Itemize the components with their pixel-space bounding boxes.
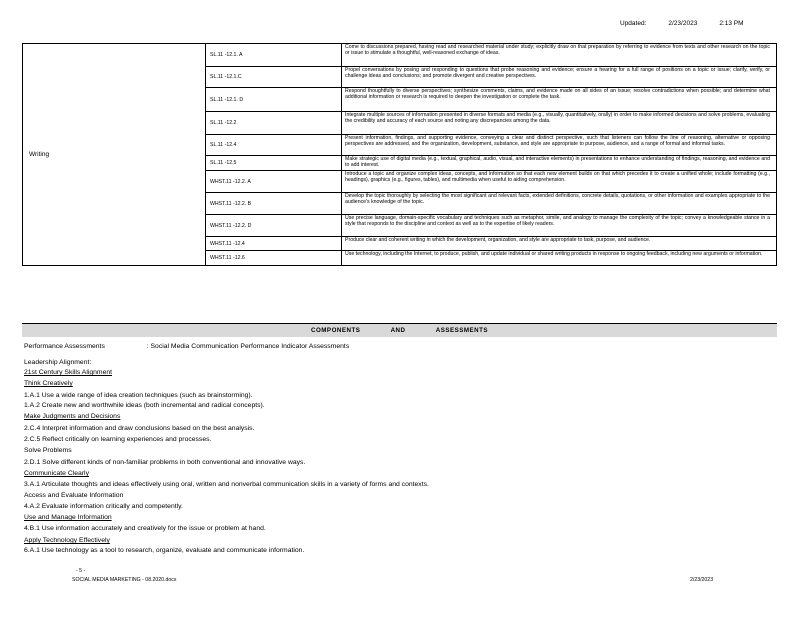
standard-row	[206, 236, 776, 250]
standard-row	[206, 87, 776, 111]
skill-item: Apply Technology Effectively	[24, 537, 110, 544]
standard-code: SL.11 -12.1.C	[206, 67, 342, 87]
updated-header	[620, 20, 790, 27]
skill-item: 2.C.5 Reflect critically on learning experiences and processes.	[24, 436, 212, 443]
skill-item: 4.A.2 Evaluate information critically and competently.	[24, 503, 183, 510]
standard-code: SL.11 -12.1. D	[206, 88, 342, 111]
standard-description: Present information, findings, and supporting evidence, conveying a clear and distinct perspective, such that listeners can follow the line of reasoning, alternative or opposing perspectives are addressed, and the organization, development, substance, and style are appropriate to purpose, audience, and a range of formal and informal tasks.	[345, 135, 770, 148]
skill-item: Communicate Clearly	[24, 470, 89, 477]
standard-row	[206, 111, 776, 134]
standard-code: SL.11 -12.1. A	[206, 44, 342, 66]
standard-code: WHST.11 -12.2. B	[206, 193, 342, 214]
standard-row	[206, 44, 776, 66]
skill-item: 4.B.1 Use information accurately and creatively for the issue or problem at hand.	[24, 525, 266, 532]
standard-code: SL.11 -12.4	[206, 135, 342, 155]
skill-item: Think Creatively	[24, 380, 73, 387]
skill-item: Access and Evaluate Information	[24, 492, 124, 499]
standard-description: Propel conversations by posing and responding to questions that probe reasoning and evidence; ensure a hearing for a full range of positions on a topic or issue; clarify, verify, or challenge ideas and conclusions; and promote divergent and creative perspectives.	[345, 67, 770, 80]
standard-description: Come to discussions prepared, having read and researched material under study; explicitly draw on that preparation by referring to evidence from texts and other research on the topic or issue to stimulate a thoughtful, well-reasoned exchange of ideas.	[345, 44, 770, 57]
standards-area-cell	[23, 44, 206, 266]
standard-description: Develop the topic thoroughly by selecting the most significant and relevant facts, extended definitions, concrete details, quotations, or other information and examples appropriate to the audience's knowledge of the topic.	[345, 193, 770, 206]
standards-rows	[206, 44, 776, 265]
standard-description: Introduce a topic and organize complex ideas, concepts, and information so that each new element builds on that which precedes it to create a unified whole; include formatting (e.g., headings), graphics (e.g., figures, tables), and multimedia when useful to aiding comprehension.	[345, 171, 770, 184]
standard-row	[206, 66, 776, 87]
skill-item: Use and Manage Information	[24, 514, 112, 521]
standard-row	[206, 250, 776, 265]
standard-code: WHST.11 -12.2. A	[206, 171, 342, 192]
skill-item: 3.A.1 Articulate thoughts and ideas effectively using oral, written and nonverbal communication skills in a variety of forms and contexts.	[24, 481, 429, 488]
performance-label: Performance Assessments	[24, 343, 105, 350]
updated-time: 2:13 PM	[719, 20, 744, 27]
components-heading-assessments: ASSESSMENTS	[435, 327, 488, 334]
standards-table	[22, 43, 777, 266]
performance-value: : Social Media Communication Performance Indicator Assessments	[146, 343, 350, 350]
footer-doc-name: SOCIAL MEDIA MARKETING - 08.2020.docx	[72, 577, 177, 583]
skill-item: Solve Problems	[24, 447, 72, 454]
leadership-alignment: Leadership Alignment:	[24, 359, 92, 366]
components-heading-and: AND	[390, 327, 406, 334]
standard-description: Make strategic use of digital media (e.g., textual, graphical, audio, visual, and interactive elements) in presentations to enhance understanding of findings, reasoning, and evidence and to add interest.	[345, 156, 770, 169]
standard-row	[206, 192, 776, 214]
standard-row	[206, 155, 776, 170]
skill-item: Make Judgments and Decisions	[24, 413, 121, 420]
standard-description: Use technology, including the Internet, to produce, publish, and update individual or shared writing products in response to ongoing feedback, including new arguments or information.	[345, 251, 763, 257]
standard-code: WHST.11 -12.6	[206, 251, 342, 265]
standard-row	[206, 214, 776, 236]
standard-description: Use precise language, domain-specific vocabulary and techniques such as metaphor, simile, and analogy to manage the complexity of the topic; convey a knowledgeable stance in a style that responds to the discipline and context as well as to the expertise of likely readers.	[345, 215, 770, 228]
performance-assessments	[24, 343, 349, 350]
standard-code: SL.11 -12.5	[206, 156, 342, 170]
skill-item: 2.D.1 Solve different kinds of non-familiar problems in both conventional and innovative ways.	[24, 459, 306, 466]
updated-date: 2/23/2023	[668, 20, 698, 27]
updated-label: Updated:	[620, 20, 647, 27]
standard-row	[206, 170, 776, 192]
skill-item: 6.A.1 Use technology as a tool to research, organize, evaluate and communicate information.	[24, 547, 305, 554]
standard-code: WHST.11 -12.4	[206, 237, 342, 250]
components-heading-bar	[22, 323, 777, 337]
standard-code: WHST.11 -12.2. D	[206, 215, 342, 236]
standard-description: Integrate multiple sources of information presented in diverse formats and media (e.g., visually, quantitatively, orally) in order to make informed decisions and solve problems, evaluating the credibility and accuracy of each source and noting any discrepancies among the data.	[345, 112, 770, 125]
footer-page-number: - 5 -	[76, 568, 86, 574]
standard-row	[206, 134, 776, 155]
standard-code: SL.11 -12.2	[206, 112, 342, 134]
skill-item: 2.C.4 Interpret information and draw conclusions based on the best analysis.	[24, 425, 255, 432]
standards-area-label: Writing	[29, 151, 50, 158]
century-skills: 21st Century Skills Alignment	[24, 369, 113, 376]
skill-item: 1.A.1 Use a wide range of idea creation techniques (such as brainstorming).	[24, 392, 253, 399]
standard-description: Produce clear and coherent writing in which the development, organization, and style are appropriate to task, purpose, and audience.	[345, 237, 651, 243]
components-heading: COMPONENTS	[311, 327, 361, 334]
standard-description: Respond thoughtfully to diverse perspectives; synthesize comments, claims, and evidence made on all sides of an issue; resolve contradictions when possible; and determine what additional information or research is required to deepen the investigation or complete the task.	[345, 88, 770, 101]
footer-date: 2/23/2023	[690, 577, 714, 583]
skill-item: 1.A.2 Create new and worthwhile ideas (both incremental and radical concepts).	[24, 402, 265, 409]
